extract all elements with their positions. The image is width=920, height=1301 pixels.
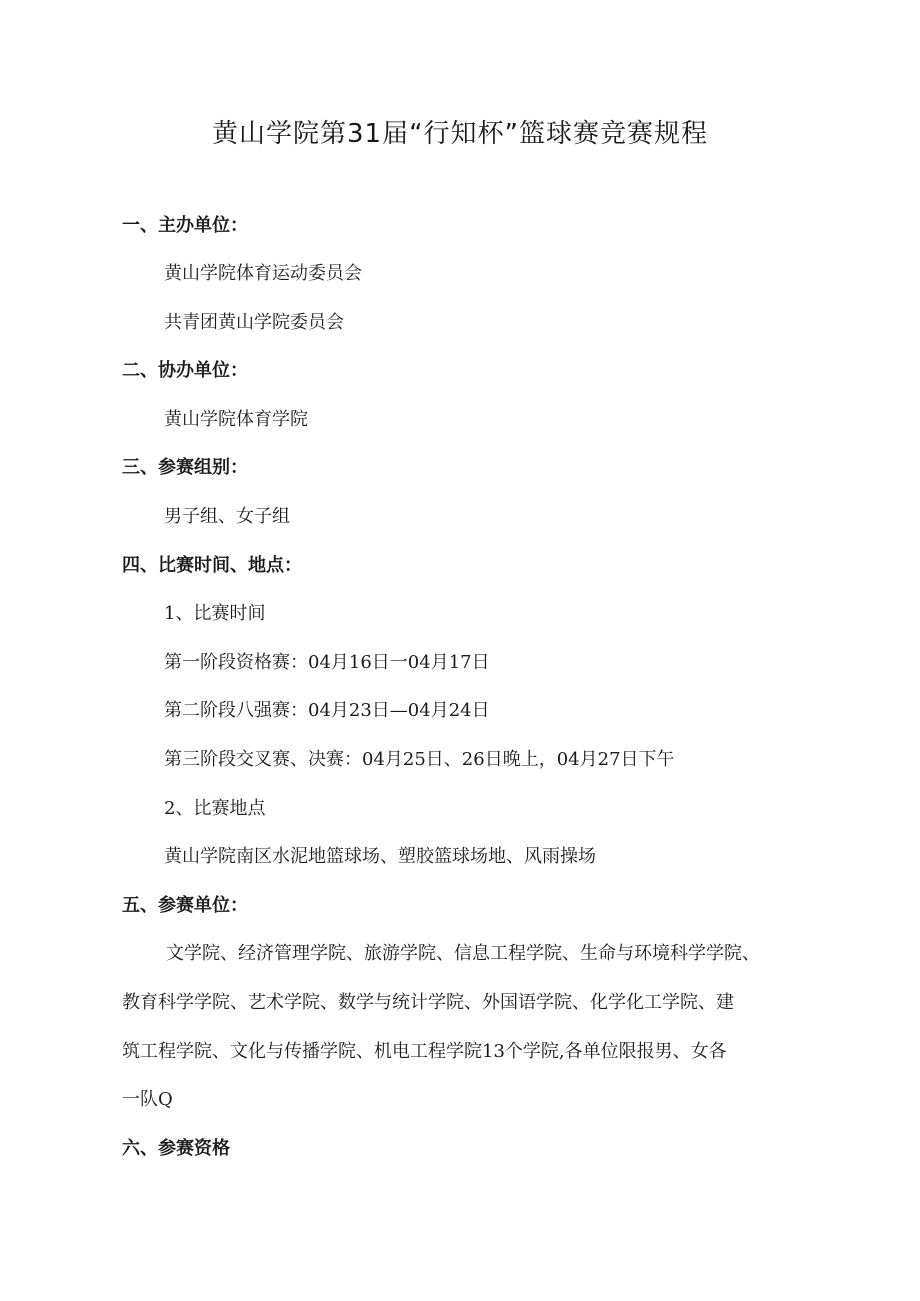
time-place-line: 第三阶段交叉赛、决赛：04月25日、26日晚上，04月27日下午 <box>164 749 675 770</box>
host-line: 黄山学院体育运动委员会 <box>164 263 362 284</box>
section-heading-time-place: 四、比赛时间、地点： <box>122 555 302 576</box>
time-place-line: 第二阶段八强赛：04月23日—04月24日 <box>164 700 490 721</box>
section-heading-units: 五、参赛单位： <box>122 895 248 916</box>
time-place-line: 黄山学院南区水泥地篮球场、塑胶篮球场地、风雨操场 <box>164 846 596 867</box>
document-title: 黄山学院第31届“行知杯”篮球赛竞赛规程 <box>211 119 709 149</box>
host-line: 共青团黄山学院委员会 <box>164 312 344 333</box>
units-paragraph-line: 教育科学学院、艺术学院、数学与统计学院、外国语学院、化学化工学院、建 <box>122 992 734 1013</box>
section-heading-eligibility: 六、参赛资格 <box>122 1138 230 1159</box>
time-place-line: 第一阶段资格赛：04月16日一04月17日 <box>164 652 490 673</box>
units-paragraph-line: 筑工程学院、文化与传播学院、机电工程学院13个学院,各单位限报男、女各 <box>122 1041 727 1062</box>
groups-line: 男子组、女子组 <box>164 506 290 527</box>
section-heading-co-host: 二、协办单位： <box>122 360 248 381</box>
units-paragraph-line: 文学院、经济管理学院、旅游学院、信息工程学院、生命与环境科学学院、 <box>166 943 760 964</box>
time-place-line: 2、比赛地点 <box>164 798 266 819</box>
co-host-line: 黄山学院体育学院 <box>164 409 308 430</box>
time-place-line: 1、比赛时间 <box>164 603 266 624</box>
section-heading-host: 一、主办单位： <box>122 215 248 236</box>
units-paragraph-line: 一队Q <box>122 1089 173 1110</box>
section-heading-groups: 三、参赛组别： <box>122 457 248 478</box>
